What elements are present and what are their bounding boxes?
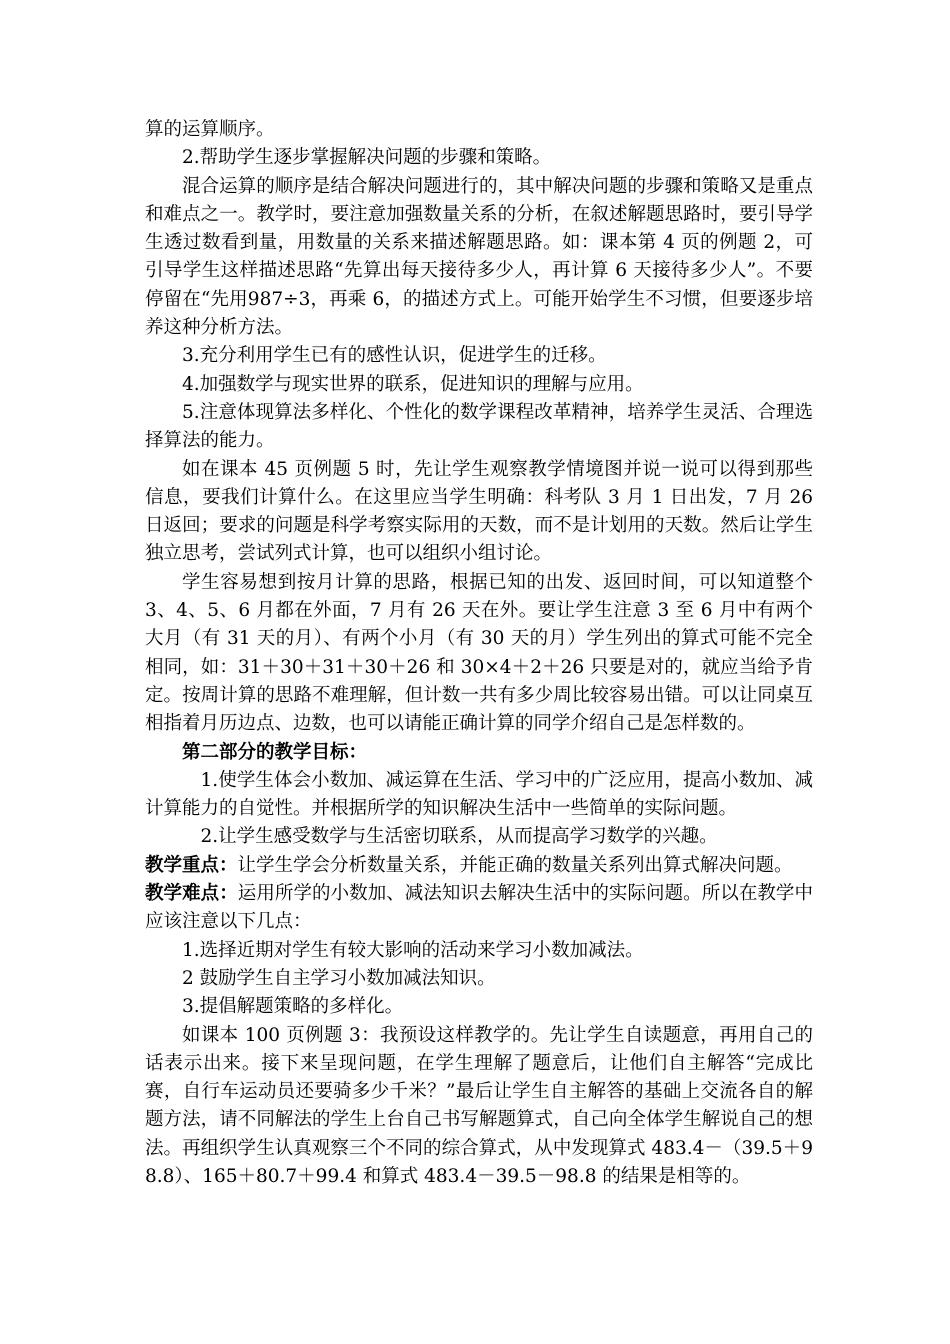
paragraph-mixed-operations: 混合运算的顺序是结合解决问题进行的，其中解决问题的步骤和策略又是重点和难点之一。教学时，要注意加强数量关系的分析，在叙述解题思路时，要引导学生透过数看到量，用数量的关系来描述解题思路。如：课本第 4 页的例题 2，可引导学生这样描述思路“先算出每天接待多少人，再计算 6 天接待多少人”。不要停留在“先用987÷3，再乘 6，的描述方式上。可能开始学生不习惯，但要逐步培养这种分析方法。 xyxy=(145,175,813,339)
paragraph-example-5: 如在课本 45 页例题 5 时，先让学生观察教学情境图并说一说可以得到那些信息，要我们计算什么。在这里应当学生明确：科考队 3 月 1 日出发，7 月 26 日返回；要求的问题是科学考察实际用的天数，而不是计划用的天数。然后让学生独立思考，尝试列式计算，也可以组织小组讨论。 xyxy=(145,458,813,565)
key-point-label: 教学重点： xyxy=(145,854,238,876)
difficulty-text: 运用所学的小数加、减法知识去解决生活中的实际问题。所以在教学中应该注意以下几点： xyxy=(145,883,813,933)
key-point-text: 让学生学会分析数量关系，并能正确的数量关系列出算式解决问题。 xyxy=(237,854,793,876)
paragraph-example-3: 如课本 100 页例题 3：我预设这样教学的。先让学生自读题意，再用自己的话表示出来。接下来呈现问题，在学生理解了题意后，让他们自主解答“完成比赛，自行车运动员还要骑多少千米？”最后让学生自主解答的基础上交流各自的解题方法，请不同解法的学生上台自己书写解题算式，自己向全体学生解说自己的想法。再组织学生认真观察三个不同的综合算式，从中发现算式 483.4－（39.5＋98.8）、165＋80.7＋99.4 和算式 483.4－39.5－98.8 的结果是相等的。 xyxy=(145,1024,813,1187)
paragraph-note-3: 3.提倡解题策略的多样化。 xyxy=(182,996,404,1018)
paragraph-month-calculation: 学生容易想到按月计算的思路，根据已知的出发、返回时间，可以知道整个 3、4、5、6 月都在外面，7 月有 26 天在外。要让学生注意 3 至 6 月中有两个大月（有 31 天的月）、有两个小月（有 30 天的月）学生列出的算式可能不完全相同，如：31＋30＋31＋30＋26 和 30×4＋2＋26 只要是对的，就应当给予肯定。按周计算的思路不难理解，但计数一共有多少周比较容易出错。可以让同桌互相指着月历边点、边数，也可以请能正确计算的同学介绍自己是怎样数的。 xyxy=(145,571,813,735)
paragraph-note-2: 2 鼓励学生自主学习小数加减法知识。 xyxy=(182,967,496,989)
paragraph-difficulty xyxy=(145,880,813,937)
paragraph-goal-1: 1.使学生体会小数加、减运算在生活、学习中的广泛应用，提高小数加、减计算能力的自觉性。并根据所学的知识解决生活中一些简单的实际问题。 xyxy=(145,769,813,820)
paragraph-point-2: 2.帮助学生逐步掌握解决问题的步骤和策略。 xyxy=(182,147,552,169)
difficulty-label: 教学难点： xyxy=(145,883,238,905)
paragraph-goal-2: 2.让学生感受数学与生活密切联系，从而提高学习数学的兴趣。 xyxy=(200,826,718,848)
section-heading-part-two: 第二部分的教学目标： xyxy=(182,741,368,763)
paragraph-point-3: 3.充分利用学生已有的感性认识，促进学生的迁移。 xyxy=(182,345,607,367)
document-body xyxy=(145,116,813,1191)
paragraph-point-4: 4.加强数学与现实世界的联系，促进知识的理解与应用。 xyxy=(182,373,644,395)
paragraph-key-point xyxy=(145,852,813,880)
paragraph-point-5: 5.注意体现算法多样化、个性化的数学课程改革精神，培养学生灵活、合理选择算法的能力。 xyxy=(145,401,813,452)
paragraph-note-1: 1.选择近期对学生有较大影响的活动来学习小数加减法。 xyxy=(182,939,644,961)
paragraph-continuation: 算的运算顺序。 xyxy=(145,119,275,140)
